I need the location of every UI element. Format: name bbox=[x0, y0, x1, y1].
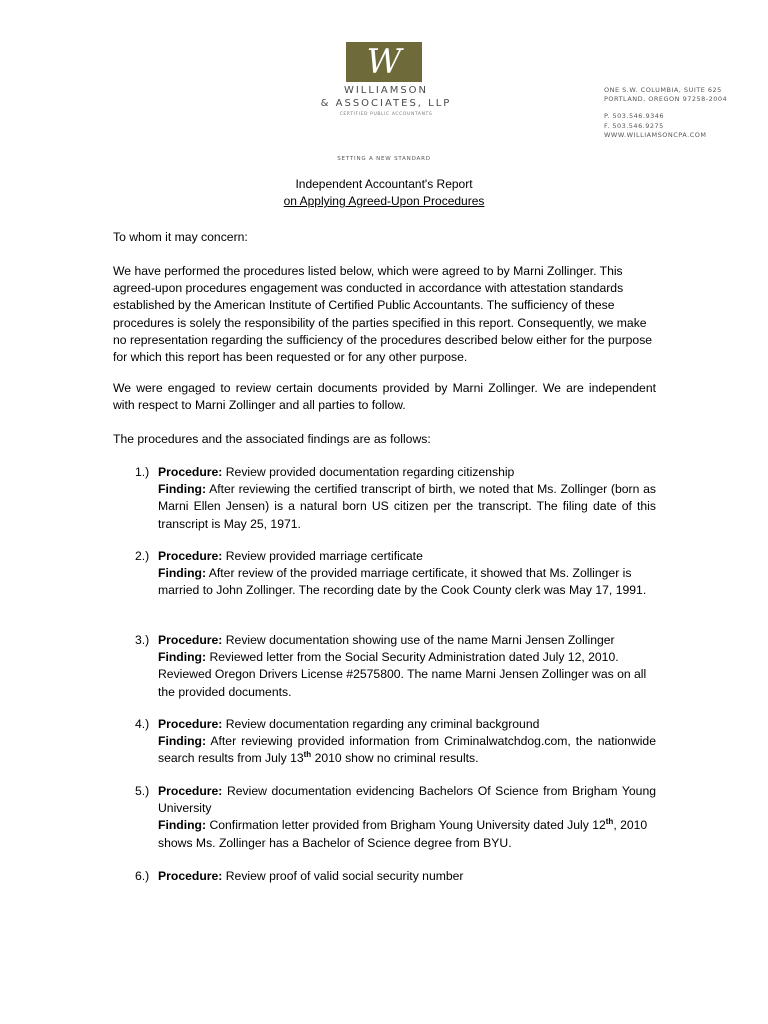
finding-text-cont: 2010 show no criminal results. bbox=[311, 751, 479, 766]
procedure-item bbox=[113, 716, 656, 768]
procedure-text: Review provided documentation regarding citizenship bbox=[225, 465, 515, 479]
finding-text: After reviewing the certified transcript of birth, we noted that Ms. Zollinger (born as Marni Ellen Jensen) is a natural born US citizen per the transcript. The filing date of this transcript is May 25, 1971. bbox=[158, 482, 656, 531]
finding-label: Finding: bbox=[158, 650, 207, 665]
report-subtitle: on Applying Agreed-Upon Procedures bbox=[283, 194, 485, 208]
engagement-paragraph: We were engaged to review certain documents provided by Marni Zollinger. We are independent with respect to Marni Zollinger and all parties to follow. bbox=[113, 381, 656, 413]
finding-text: After review of the provided marriage certificate, it showed that Ms. Zollinger is married to John Zollinger. The recording date by the Cook County clerk was May 17, 1991. bbox=[158, 566, 647, 598]
monogram-letter: W bbox=[366, 42, 402, 82]
procedure-text: Review provided marriage certificate bbox=[225, 549, 423, 563]
procedure-label: Procedure: bbox=[158, 869, 223, 883]
finding-text: Confirmation letter provided from Brigham Young University dated July 12 bbox=[209, 818, 606, 833]
firm-name-line1: WILLIAMSON bbox=[343, 85, 429, 96]
procedure-label: Procedure: bbox=[158, 633, 223, 647]
procedure-item bbox=[113, 632, 656, 701]
finding-label: Finding: bbox=[158, 566, 207, 581]
procedure-item bbox=[113, 783, 656, 852]
address-line1: ONE S.W. COLUMBIA, SUITE 625 bbox=[604, 86, 722, 94]
finding-label: Finding: bbox=[158, 734, 207, 749]
firm-name-line2: & ASSOCIATES, LLP bbox=[320, 98, 452, 109]
finding-label: Finding: bbox=[158, 482, 207, 497]
procedures-intro: The procedures and the associated findings are as follows: bbox=[113, 432, 431, 446]
procedure-label: Procedure: bbox=[158, 465, 223, 479]
finding-text: Reviewed letter from the Social Security Administration dated July 12, 2010. Reviewed Oregon Drivers License #2575800. The name Marni Jensen Zollinger was on all the provided documents. bbox=[158, 650, 647, 699]
firm-logo bbox=[346, 42, 422, 82]
finding-text-cont: , 2010 shows Ms. Zollinger has a Bachelor of Science degree from BYU. bbox=[158, 818, 648, 850]
firm-name bbox=[318, 85, 454, 120]
procedure-text: Review documentation regarding any criminal background bbox=[225, 717, 540, 731]
intro-paragraph: We have performed the procedures listed below, which were agreed to by Marni Zollinger. This agreed-upon procedures engagement was conducted in accordance with attestation standards established by the American Institute of Certified Public Accountants. The sufficiency of these procedures is solely the responsibility of the parties specified in this report. Consequently, we make no representation regarding the sufficiency of the procedures described below either for the purpose for which this report has been requested or for any other purpose. bbox=[113, 264, 653, 365]
ordinal-suffix: th bbox=[303, 750, 312, 760]
address-line2: PORTLAND, OREGON 97258-2004 bbox=[604, 95, 728, 104]
item-number: 4.) bbox=[135, 717, 150, 731]
procedure-label: Procedure: bbox=[158, 549, 223, 563]
finding-text: After reviewing provided information from Criminalwatchdog.com, the nationwide search results from July 13 bbox=[158, 734, 656, 766]
procedure-item bbox=[113, 868, 656, 885]
item-number: 3.) bbox=[135, 633, 150, 647]
fax-number: F. 503.546.9275 bbox=[604, 121, 664, 130]
report-title: Independent Accountant's Report bbox=[295, 177, 473, 191]
procedure-text: Review proof of valid social security number bbox=[225, 869, 464, 883]
procedure-text: Review documentation showing use of the name Marni Jensen Zollinger bbox=[225, 633, 615, 647]
firm-designation: CERTIFIED PUBLIC ACCOUNTANTS bbox=[339, 112, 433, 117]
salutation: To whom it may concern: bbox=[113, 230, 248, 244]
procedure-label: Procedure: bbox=[158, 784, 223, 798]
ordinal-suffix: th bbox=[605, 817, 614, 827]
item-number: 2.) bbox=[135, 549, 150, 563]
procedure-label: Procedure: bbox=[158, 717, 223, 731]
firm-address bbox=[604, 86, 727, 140]
procedure-text: Review documentation evidencing Bachelors Of Science from Brigham Young University bbox=[158, 784, 656, 816]
monogram-w-icon bbox=[346, 42, 422, 82]
item-number: 1.) bbox=[135, 465, 150, 479]
tagline: SETTING A NEW STANDARD bbox=[337, 156, 431, 162]
website: WWW.WILLIAMSONCPA.COM bbox=[604, 130, 707, 139]
procedure-item bbox=[113, 464, 656, 533]
item-number: 5.) bbox=[135, 784, 150, 798]
item-number: 6.) bbox=[135, 869, 150, 883]
finding-label: Finding: bbox=[158, 818, 207, 833]
procedure-item bbox=[113, 548, 656, 600]
phone-number: P. 503.546.9346 bbox=[604, 112, 665, 121]
